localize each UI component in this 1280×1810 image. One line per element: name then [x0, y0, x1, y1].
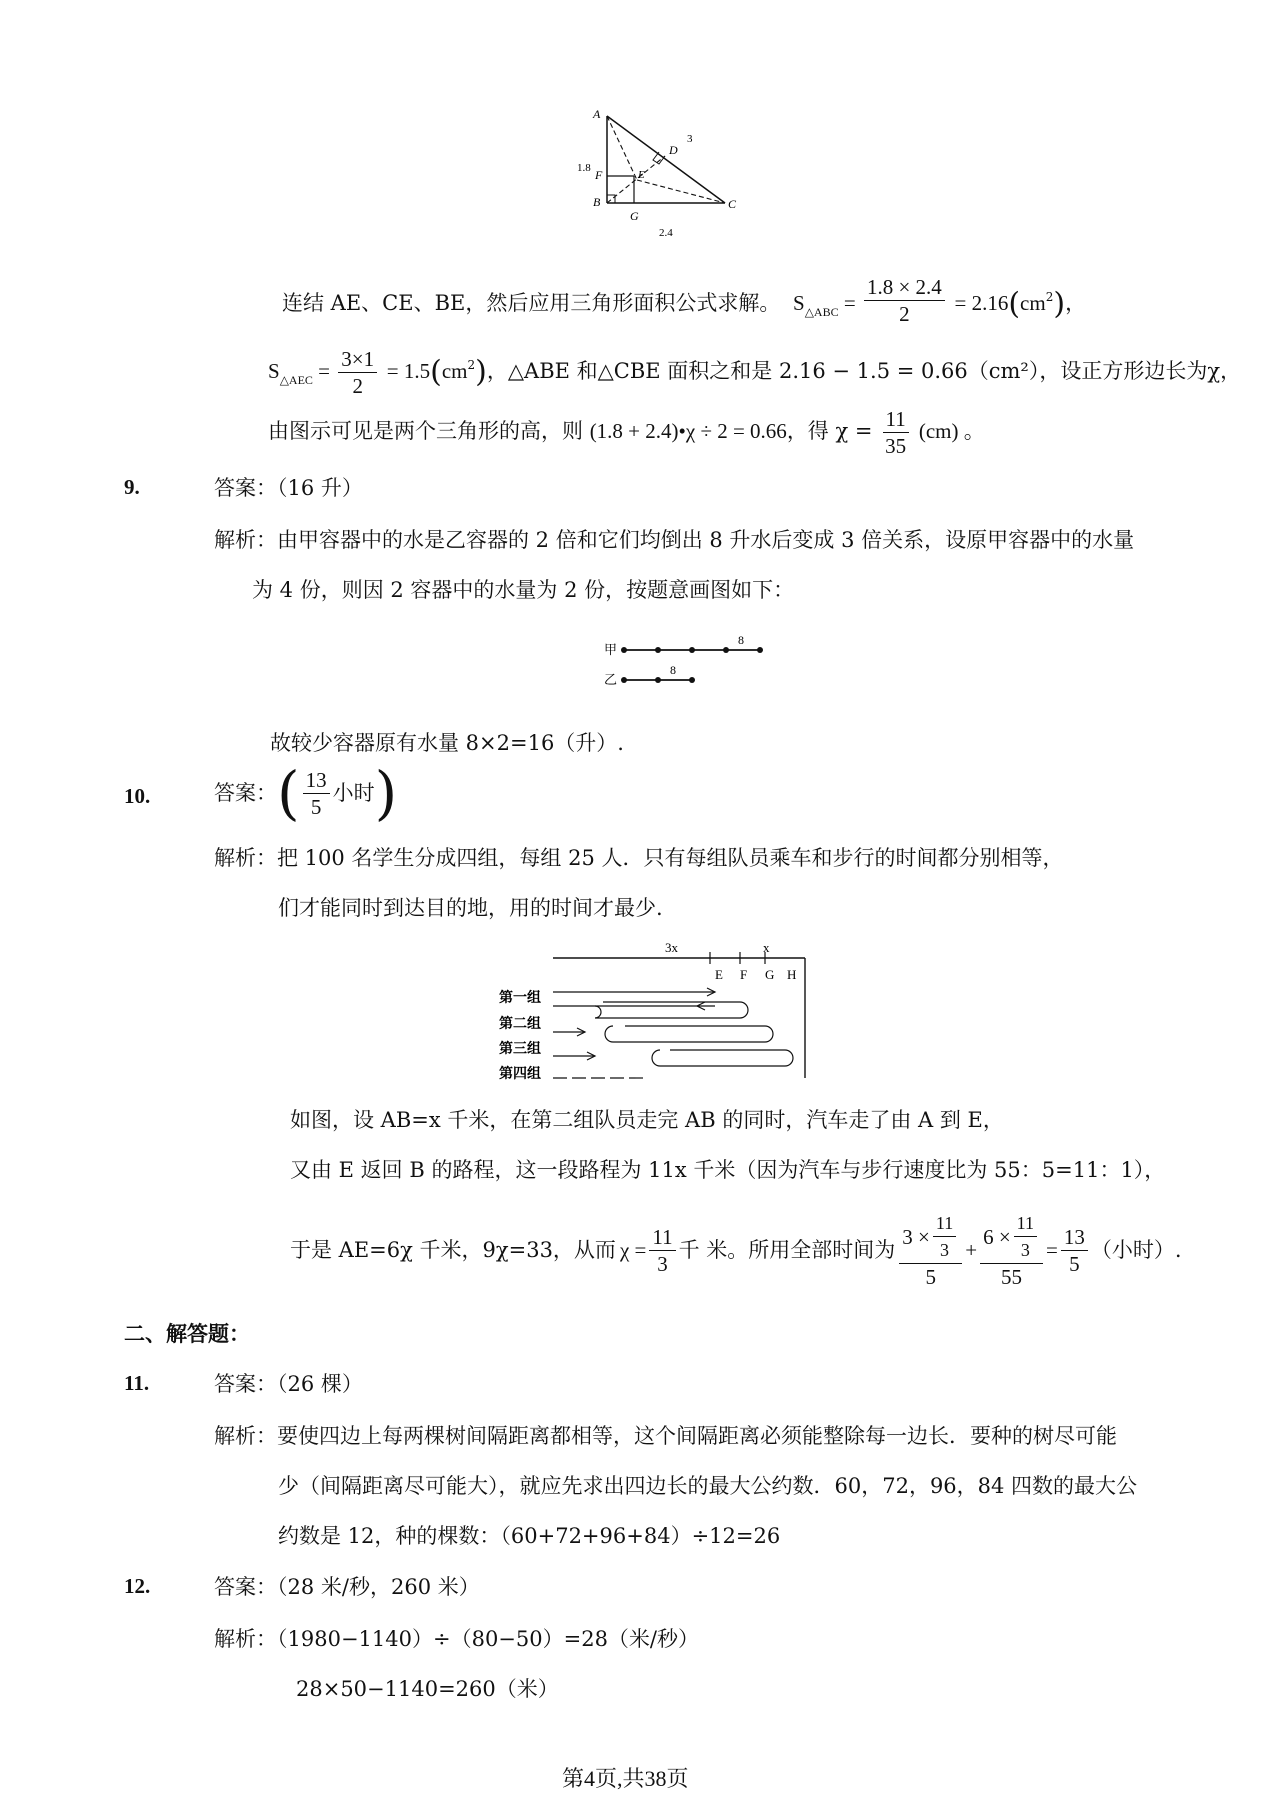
p8-line1: 连结 AE、CE、BE，然后应用三角形面积公式求解。 $S_{\triangle ABC}$ = $\frac{1.8 \times 2.4}{2}$ = $2.16(cm^2)$，: [282, 275, 1087, 326]
dash-ae: [607, 116, 637, 180]
page-number: 第4页,共38页: [562, 1766, 689, 1791]
label-seg-yi: 8: [670, 663, 676, 677]
q11-number: 11.: [124, 1371, 150, 1395]
p8-line2: $S_{\triangle AEC}$ = $\frac{3\times 1}{2}$ = $1.5(cm^2)$，△ABE 和△CBE 面积之和是 2.16 − 1.5 = 0.66（cm²），设正方形边长为χ，: [268, 347, 1242, 398]
section-2-title: 二、解答题：: [124, 1323, 250, 1346]
label-x: x: [763, 940, 770, 955]
dash-bd: [607, 156, 665, 203]
label-side-bc: 2.4: [659, 227, 673, 238]
q9-conclusion: 故较少容器原有水量 8×2=16（升）.: [270, 731, 624, 755]
label-d: D: [669, 143, 678, 157]
label-group4: 第四组: [499, 1067, 541, 1082]
fraction-den: 2: [899, 302, 910, 326]
q10-analysis-1: 解析：把 100 名学生分成四组，每组 25 人．只有每组队员乘车和步行的时间都分别相等，: [214, 846, 1064, 870]
q12-answer: 答案：（28 米/秒，260 米）: [214, 1575, 480, 1599]
q11-analysis-2: 少（间隔距离尽可能大），就应先求出四边长的最大公约数．60，72，96，84 四数的最大公: [278, 1474, 1138, 1498]
label-f: F: [595, 168, 603, 182]
label-h: H: [787, 967, 797, 982]
label-group3: 第三组: [499, 1042, 541, 1057]
label-b: B: [593, 195, 601, 209]
water-diagram: [600, 632, 770, 692]
q9-analysis-2: 为 4 份，则因 2 容器中的水量为 2 份，按题意画图如下：: [252, 578, 795, 602]
q10-line-c: 于是 AE=6χ 千米，9χ=33，从而 χ = $\frac{11}{3}$ 千 米。所用全部时间为 3 × $\frac{11}{3}$ 5 + 6 × $\frac{11}{3}$ 55 = $\frac{13}{5}$ （小时）.: [290, 1210, 1182, 1290]
q11-answer: 答案：（26 棵）: [214, 1372, 363, 1396]
q10-line-a: 如图，设 AB=x 千米，在第二组队员走完 AB 的同时，汽车走了由 A 到 E，: [290, 1108, 1004, 1132]
q11-analysis-1: 解析：要使四边上每两棵树间隔距离都相等，这个间隔距离必须能整除每一边长．要种的树尽可能: [214, 1424, 1117, 1448]
label-a: A: [593, 108, 601, 121]
q10-line-b: 又由 E 返回 B 的路程，这一段路程为 11x 千米（因为汽车与步行速度比为 55：5=11：1），: [290, 1158, 1166, 1182]
q12-analysis-1: 解析：（1980−1140）÷（80−50）=28（米/秒）: [214, 1627, 700, 1651]
label-yi: 乙: [604, 672, 618, 687]
q9-number: 9.: [124, 475, 140, 499]
q10-analysis-2: 们才能同时到达目的地，用的时间才最少.: [278, 896, 663, 920]
label-g: G: [765, 967, 775, 982]
p8-line3: 由图示可见是两个三角形的高，则 (1.8 + 2.4)•χ ÷ 2 = 0.66，得 χ = $\frac{11}{35}$ (cm) 。: [268, 407, 985, 458]
q12-analysis-2: 28×50−1140=260（米）: [296, 1677, 559, 1701]
q9-analysis-1: 解析：由甲容器中的水是乙容器的 2 倍和它们均倒出 8 升水后变成 3 倍关系，设原甲容器中的水量: [214, 528, 1135, 552]
group-travel-diagram: [495, 938, 815, 1090]
triangle-figure: [575, 108, 755, 238]
q10-answer: 答案： ( $\frac{13}{5}$ 小时 ): [214, 759, 398, 827]
label-3x: 3x: [665, 940, 678, 955]
label-jia: 甲: [604, 642, 618, 657]
label-side-ac: 3: [687, 133, 693, 145]
edge-ac: [607, 116, 725, 203]
label-e: E: [715, 967, 723, 982]
label-side-ab: 1.8: [577, 162, 591, 174]
q10-number: 10.: [124, 784, 151, 808]
label-g: G: [630, 209, 639, 223]
label-c: C: [728, 197, 737, 211]
label-seg-jia: 8: [738, 633, 744, 647]
fraction-num: 1.8 × 2.4: [864, 274, 945, 301]
label-e: E: [638, 169, 645, 181]
q9-answer: 答案：（16 升）: [214, 476, 363, 500]
label-group1: 第一组: [499, 991, 541, 1006]
label-f: F: [740, 967, 748, 982]
q11-analysis-3: 约数是 12，种的棵数：（60+72+96+84）÷12=26: [278, 1524, 781, 1548]
q12-number: 12.: [124, 1574, 151, 1598]
label-group2: 第二组: [499, 1017, 541, 1032]
dash-ec: [637, 180, 725, 203]
